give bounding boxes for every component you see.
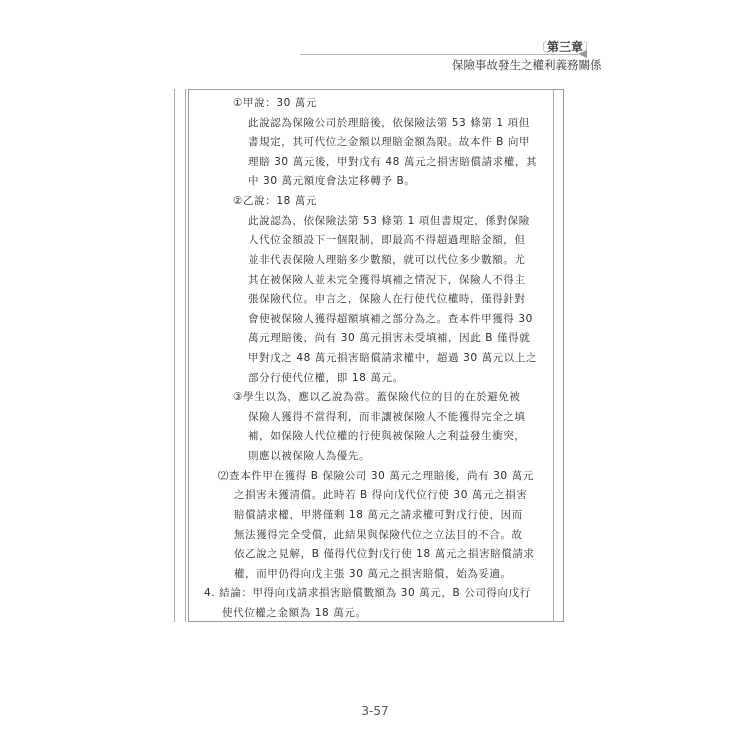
text-line: 其在被保險人並未完全獲得填補之情況下，保險人不得主 [248,274,526,286]
header-rule [300,54,578,55]
text-line: 張保險代位。申言之，保險人在行使代位權時，僅得針對 [248,293,526,305]
text-line: 中 30 萬元額度會法定移轉予 B。 [248,175,416,187]
text-line: 則應以被保險人為優先。 [248,450,371,462]
text-line: 之損害未獲清償。此時若 B 得向戊代位行使 30 萬元之損害 [234,489,528,501]
text-line: 此說認為，依保險法第 53 條第 1 項但書規定，係對保險 [248,215,530,227]
text-line: 補，如保險人代位權的行使與被保險人之利益發生衝突， [248,430,526,442]
text-line: 保險人獲得不當得利，而非讓被保險人不能獲得完全之填 [248,411,526,423]
text-line: 無法獲得完全受償，此結果與保險代位之立法目的不合。故 [234,529,523,541]
chapter-bracket-open: 〔 [535,40,548,54]
right-margin-rule [553,89,554,622]
text-line: 部分行使代位權，即 18 萬元。 [248,372,404,384]
opinion-b-heading: ②乙說：18 萬元 [233,195,318,207]
text-line: 會使被保險人獲得超額填補之部分為之。查本件甲獲得 30 [248,313,533,325]
opinion-a-heading: ①甲說：30 萬元 [233,97,318,109]
text-line: 賠償請求權，甲將僅剩 18 萬元之請求權可對戊行使，因而 [234,509,523,521]
page-number: 3-57 [361,704,389,718]
text-line: 人代位金額設下一個限制，即最高不得超過理賠金額，但 [248,234,526,246]
chapter-label: 第三章 [547,40,584,54]
text-line: 此說認為保險公司於理賠後，依保險法第 53 條第 1 項但 [248,117,530,129]
text-line: 萬元理賠後，尚有 30 萬元損害未受填補，因此 B 僅得就 [248,332,531,344]
conclusion-heading: 4. 結論：甲得向戊請求損害賠償數額為 30 萬元，B 公司得向戊行 [204,587,531,599]
text-line: 並非代表保險人理賠多少數額，就可以代位多少數額。尤 [248,254,526,266]
chapter-bracket-close: 〕 [583,40,596,54]
text-line: 使代位權之金額為 18 萬元。 [222,607,367,619]
subpoint-2-heading: ⑵查本件甲在獲得 B 保險公司 30 萬元之理賠後，尚有 30 萬元 [218,470,534,482]
left-margin-strip [174,89,186,622]
text-line: 書規定，其可代位之金額以理賠金額為限。故本件 B 向甲 [248,136,531,148]
text-line: 權，而甲仍得向戊主張 30 萬元之損害賠償，始為妥適。 [234,568,512,580]
text-line: 依乙說之見解，B 僅得代位對戊行使 18 萬元之損害賠償請求 [234,548,535,560]
student-opinion-heading: ③學生以為，應以乙說為當。蓋保險代位的目的在於避免被 [233,391,521,403]
section-title: 保險事故發生之權利義務關係 [452,58,602,72]
text-line: 甲對戊之 48 萬元損害賠償請求權中，超過 30 萬元以上之 [248,352,538,364]
text-line: 理賠 30 萬元後，甲對戊有 48 萬元之損害賠償請求權，其 [248,156,538,168]
